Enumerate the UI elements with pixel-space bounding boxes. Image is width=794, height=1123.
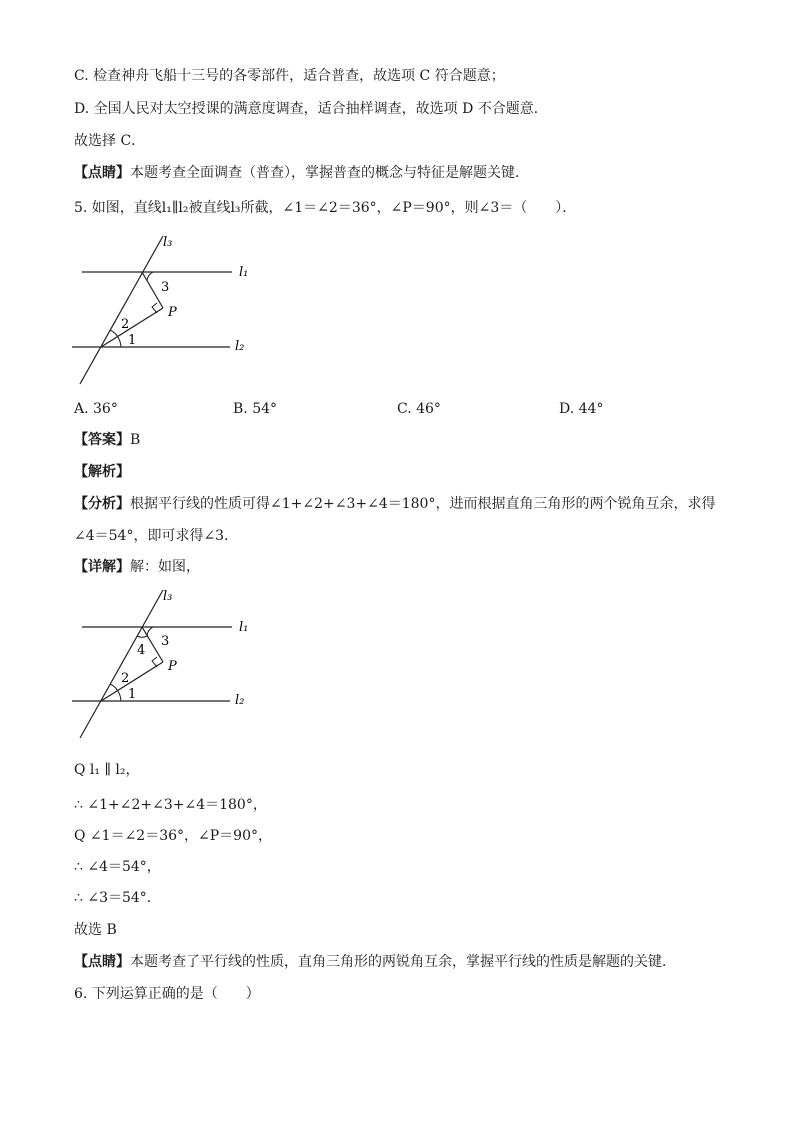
fig1-right-angle-mark [152,303,157,313]
answer-tag: 【答案】 [74,432,130,448]
fenxi-text: 根据平行线的性质可得∠1+∠2+∠3+∠4＝180°，进而根据直角三角形的两个锐角互余，求得 [130,496,716,512]
figure-2 [70,582,260,742]
option-c: C. 46° [397,401,441,417]
fig2-arc-1 [119,693,121,701]
detail-tag: 【详解】 [74,559,130,575]
fenxi-tag: 【分析】 [74,496,130,512]
answer-value: B [130,432,141,448]
fig1-segment-a [142,272,163,308]
fig2-label-l3: l₃ [163,589,173,604]
fig2-right-angle-mark [152,657,157,667]
fig2-label-l2: l₂ [235,693,245,708]
fig2-label-p: P [168,659,177,674]
solution-step-2: ∴ ∠1+∠2+∠3+∠4＝180°， [74,797,267,813]
fig2-line-l3 [80,590,163,738]
fenxi-line [74,494,715,514]
comment-tag: 【点睛】 [74,165,130,181]
comment-q4 [74,163,529,183]
fig1-label-l2: l₂ [235,339,245,354]
option-d: D. 44° [559,401,604,417]
fig2-angle-4: 4 [137,643,146,658]
option-d-explanation: D. 全国人民对太空授课的满意度调查，适合抽样调查，故选项 D 不合题意． [74,101,548,117]
analysis-tag: 【解析】 [74,464,130,480]
fig2-angle-1: 1 [128,687,137,702]
solution-step-3: Q ∠1＝∠2＝36°，∠P＝90°， [74,828,272,844]
option-c-explanation: C. 检查神舟飞船十三号的各零部件，适合普查，故选项 C 符合题意； [74,68,505,84]
fig1-arc-3 [147,272,153,281]
fig1-label-p: P [168,305,177,320]
answer-line [74,430,140,450]
option-a: A. 36° [74,401,118,417]
option-b: B. 54° [233,401,278,417]
fig2-label-l1: l₁ [239,620,249,635]
fig1-line-l3 [80,236,163,384]
choice-c: 故选择 C． [74,133,146,149]
fig1-arc-2 [110,330,119,339]
detail-text: 解：如图， [130,559,200,575]
fig1-angle-3: 3 [161,280,170,295]
comment-q5 [74,952,676,972]
comment-text: 本题考查全面调查（普查），掌握普查的概念与特征是解题关键． [130,165,529,181]
solution-step-1: Q l₁ ∥ l₂， [74,762,140,778]
comment2-text: 本题考查了平行线的性质，直角三角形的两锐角互余，掌握平行线的性质是解题的关键． [130,954,676,970]
fig1-arc-1 [119,339,121,347]
detail-line [74,557,200,577]
fig2-angle-3: 3 [161,634,170,649]
choose-b: 故选 B [74,922,117,938]
fig1-label-l3: l₃ [163,235,173,250]
question-5: 5. 如图，直线l₁∥l₂被直线l₃所截，∠1＝∠2＝36°，∠P＝90°，则∠3＝（ ）． [74,200,577,216]
fig2-arc-2 [110,684,119,693]
fig2-angle-2: 2 [121,671,130,686]
solution-step-5: ∴ ∠3＝54°． [74,890,161,906]
comment2-tag: 【点睛】 [74,954,130,970]
fenxi-continued: ∠4＝54°，即可求得∠3． [74,528,239,544]
question-6: 6. 下列运算正确的是（ ） [74,986,260,1002]
fig1-angle-1: 1 [128,333,137,348]
solution-step-4: ∴ ∠4＝54°， [74,859,161,875]
fig2-arc-3 [147,627,153,636]
fig1-angle-2: 2 [121,317,130,332]
fig1-label-l1: l₁ [239,265,249,280]
fig2-arc-4 [137,636,147,637]
figure-1 [70,228,260,388]
